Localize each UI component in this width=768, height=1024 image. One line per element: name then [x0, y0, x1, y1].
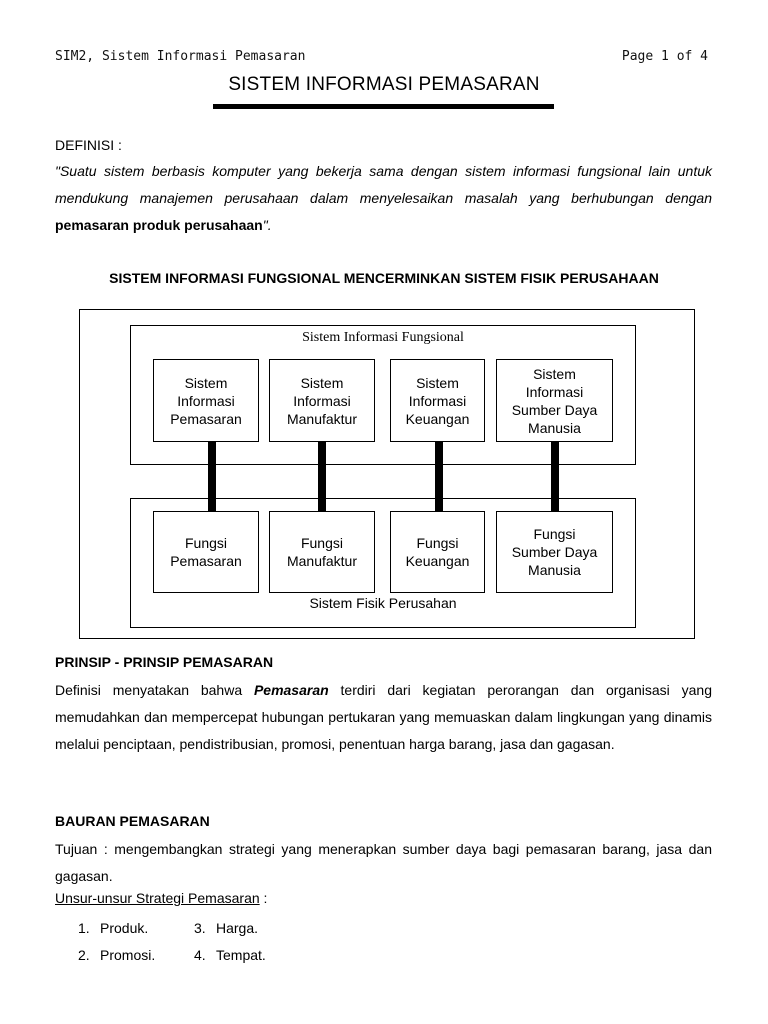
list-item: Tempat. — [216, 947, 266, 963]
diagram-connector — [208, 442, 216, 511]
diagram-box-si-manufaktur: Sistem Informasi Manufaktur — [269, 359, 375, 442]
diagram-box-fungsi-pemasaran: Fungsi Pemasaran — [153, 511, 259, 593]
list-item: Produk. — [100, 920, 149, 936]
list-item-number: 4. — [194, 947, 206, 963]
bauran-heading: BAURAN PEMASARAN — [55, 813, 210, 829]
prinsip-paragraph — [55, 677, 712, 758]
definisi-quote-start: "Suatu sistem berbasis komputer yang bekerja sama dengan sistem informasi fungsional lain untuk mendukung manajemen perusahaan dalam menyelesaikan masalah yang berhubungan dengan — [55, 163, 712, 206]
diagram-connector — [318, 442, 326, 511]
unsur-label-suffix: : — [259, 890, 268, 906]
diagram-heading: SISTEM INFORMASI FUNGSIONAL MENCERMINKAN SISTEM FISIK PERUSAHAAN — [109, 270, 659, 286]
diagram-box-fungsi-manufaktur: Fungsi Manufaktur — [269, 511, 375, 593]
list-item-number: 2. — [78, 947, 90, 963]
prinsip-text-start: Definisi menyatakan bahwa — [55, 682, 254, 698]
definisi-quote-end: ". — [262, 217, 272, 233]
page-header-title: SIM2, Sistem Informasi Pemasaran — [55, 49, 306, 64]
list-item-number: 1. — [78, 920, 90, 936]
definisi-quote — [55, 158, 712, 239]
prinsip-text-bold: Pemasaran — [253, 682, 329, 698]
list-row — [78, 920, 258, 936]
list-item: Promosi. — [100, 947, 156, 963]
diagram-box-fungsi-sdm: Fungsi Sumber Daya Manusia — [496, 511, 613, 593]
definisi-label: DEFINISI : — [55, 137, 122, 153]
diagram-box-si-sdm: Sistem Informasi Sumber Daya Manusia — [496, 359, 613, 442]
document-title: SISTEM INFORMASI PEMASARAN — [228, 74, 540, 95]
diagram-bottom-label: Sistem Fisik Perusahan — [309, 595, 457, 611]
page-number: Page 1 of 4 — [621, 49, 708, 64]
unsur-label-text: Unsur-unsur Strategi Pemasaran — [55, 890, 260, 906]
definisi-quote-bold: pemasaran produk perusahaan — [55, 217, 263, 233]
diagram-top-label: Sistem Informasi Fungsional — [302, 330, 464, 345]
diagram-box-si-keuangan: Sistem Informasi Keuangan — [390, 359, 485, 442]
bauran-tujuan: Tujuan : mengembangkan strategi yang menerapkan sumber daya bagi pemasaran barang, jasa dan gagasan. — [55, 841, 712, 884]
list-item: Harga. — [216, 920, 259, 936]
diagram-box-fungsi-keuangan: Fungsi Keuangan — [390, 511, 485, 593]
list-item-number: 3. — [194, 920, 206, 936]
prinsip-text-end: terdiri dari kegiatan perorangan dan organisasi yang memudahkan dan mempercepat hubungan pertukaran yang memuaskan dalam lingkungan yang dinamis melalui penciptaan, pendistribusian, promosi, penentuan harga barang, jasa dan gagasan. — [55, 682, 712, 752]
prinsip-heading: PRINSIP - PRINSIP PEMASARAN — [55, 654, 274, 670]
list-row — [78, 947, 266, 963]
diagram-box-si-pemasaran: Sistem Informasi Pemasaran — [153, 359, 259, 442]
diagram-connector — [435, 442, 443, 511]
diagram-connector — [551, 442, 559, 511]
title-underline — [213, 104, 554, 109]
unsur-label — [55, 890, 267, 906]
